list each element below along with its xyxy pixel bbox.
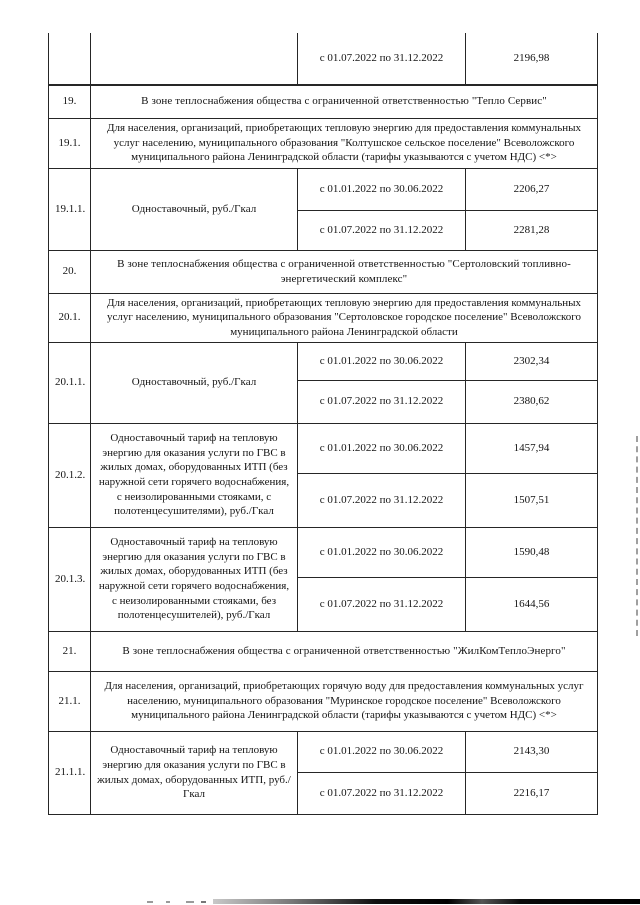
row-number: 20.1. xyxy=(49,293,91,342)
table-row-20-1 xyxy=(49,293,598,342)
table-row-20-1-1 xyxy=(49,342,598,380)
tariff-description: Одноставочный тариф на тепловую энергию для оказания услуги по ГВС в жилых домах, оборудованных ИТП (без наружной сети горячего водоснабжения, с неизолированными стояками, без полотенцесушителей), руб./Гкал xyxy=(91,527,298,631)
tariff-table xyxy=(48,33,598,815)
tariff-description: Одноставочный тариф на тепловую энергию для оказания услуги по ГВС в жилых домах, оборудованных ИТП, руб./Гкал xyxy=(91,731,298,814)
table-row-section-21 xyxy=(49,631,598,671)
tariff-value-cell: 1507,51 xyxy=(466,473,598,527)
period-cell: с 01.07.2022 по 31.12.2022 xyxy=(298,380,466,423)
table-row-21-1-1 xyxy=(49,731,598,772)
tariff-value-cell: 2216,17 xyxy=(466,772,598,814)
tariff-value-cell: 2380,62 xyxy=(466,380,598,423)
table-row-partial xyxy=(49,33,598,85)
scan-artifact-dash xyxy=(186,901,194,903)
partial-description-cell xyxy=(91,33,298,85)
table-row-19-1-1 xyxy=(49,168,598,210)
period-cell: с 01.01.2022 по 30.06.2022 xyxy=(298,168,466,210)
table-row-20-1-2 xyxy=(49,423,598,473)
consumer-group-text: Для населения, организаций, приобретающих тепловую энергию для предоставления коммунальных услуг населению, муниципального образования "Сертоловское городское поселение" Всеволожского муниципального района Ленинградской области xyxy=(91,293,598,342)
period-cell: с 01.01.2022 по 30.06.2022 xyxy=(298,731,466,772)
row-number: 20.1.2. xyxy=(49,423,91,527)
table-row-section-19 xyxy=(49,85,598,118)
tariff-value-cell: 2143,30 xyxy=(466,731,598,772)
tariff-description: Одноставочный, руб./Гкал xyxy=(91,168,298,250)
tariff-value-cell: 2302,34 xyxy=(466,342,598,380)
scan-artifact-right-edge xyxy=(636,436,638,636)
tariff-value-cell: 2206,27 xyxy=(466,168,598,210)
consumer-group-text: Для населения, организаций, приобретающих тепловую энергию для предоставления коммунальных услуг населению, муниципального образования "Колтушское сельское поселение" Всеволожского муниципального района Ленинградской области (тарифы указываются с учетом НДС) <*> xyxy=(91,118,598,168)
period-cell: с 01.01.2022 по 30.06.2022 xyxy=(298,342,466,380)
period-cell: с 01.07.2022 по 31.12.2022 xyxy=(298,473,466,527)
table-row-21-1 xyxy=(49,671,598,731)
row-number: 19.1. xyxy=(49,118,91,168)
row-number: 20. xyxy=(49,250,91,293)
table-row-section-20 xyxy=(49,250,598,293)
tariff-description: Одноставочный тариф на тепловую энергию для оказания услуги по ГВС в жилых домах, оборудованных ИТП (без наружной сети горячего водоснабжения, с неизолированными стояками, с полотенцесушителями), руб./Гкал xyxy=(91,423,298,527)
scan-artifact-bottom-band xyxy=(213,899,640,904)
row-number: 19.1.1. xyxy=(49,168,91,250)
tariff-value-cell: 1590,48 xyxy=(466,527,598,577)
period-cell: с 01.01.2022 по 30.06.2022 xyxy=(298,423,466,473)
period-cell: с 01.07.2022 по 31.12.2022 xyxy=(298,33,466,85)
row-number: 20.1.1. xyxy=(49,342,91,423)
row-number: 21.1. xyxy=(49,671,91,731)
section-title: В зоне теплоснабжения общества с ограниченной ответственностью "Сертоловский топливно-энергетический комплекс" xyxy=(91,250,598,293)
scan-artifact-dash xyxy=(201,901,206,903)
tariff-value-cell: 2281,28 xyxy=(466,210,598,250)
section-title: В зоне теплоснабжения общества с ограниченной ответственностью "Тепло Сервис" xyxy=(91,85,598,118)
tariff-value-cell: 1644,56 xyxy=(466,577,598,631)
tariff-description: Одноставочный, руб./Гкал xyxy=(91,342,298,423)
row-number: 21. xyxy=(49,631,91,671)
tariff-value-cell: 2196,98 xyxy=(466,33,598,85)
consumer-group-text: Для населения, организаций, приобретающих горячую воду для предоставления коммунальных услуг населению, муниципального образования "Муринское городское поселение" Всеволожского муниципального района Ленинградской области (тарифы указываются с учетом НДС) <*> xyxy=(91,671,598,731)
table-row-20-1-3 xyxy=(49,527,598,577)
scan-artifact-dash xyxy=(147,901,153,903)
period-cell: с 01.01.2022 по 30.06.2022 xyxy=(298,527,466,577)
table-row-19-1 xyxy=(49,118,598,168)
row-number: 21.1.1. xyxy=(49,731,91,814)
section-title: В зоне теплоснабжения общества с ограниченной ответственностью "ЖилКомТеплоЭнерго" xyxy=(91,631,598,671)
period-cell: с 01.07.2022 по 31.12.2022 xyxy=(298,210,466,250)
period-cell: с 01.07.2022 по 31.12.2022 xyxy=(298,577,466,631)
partial-number-cell xyxy=(49,33,91,85)
tariff-value-cell: 1457,94 xyxy=(466,423,598,473)
row-number: 19. xyxy=(49,85,91,118)
period-cell: с 01.07.2022 по 31.12.2022 xyxy=(298,772,466,814)
scan-artifact-dash xyxy=(166,901,170,903)
row-number: 20.1.3. xyxy=(49,527,91,631)
